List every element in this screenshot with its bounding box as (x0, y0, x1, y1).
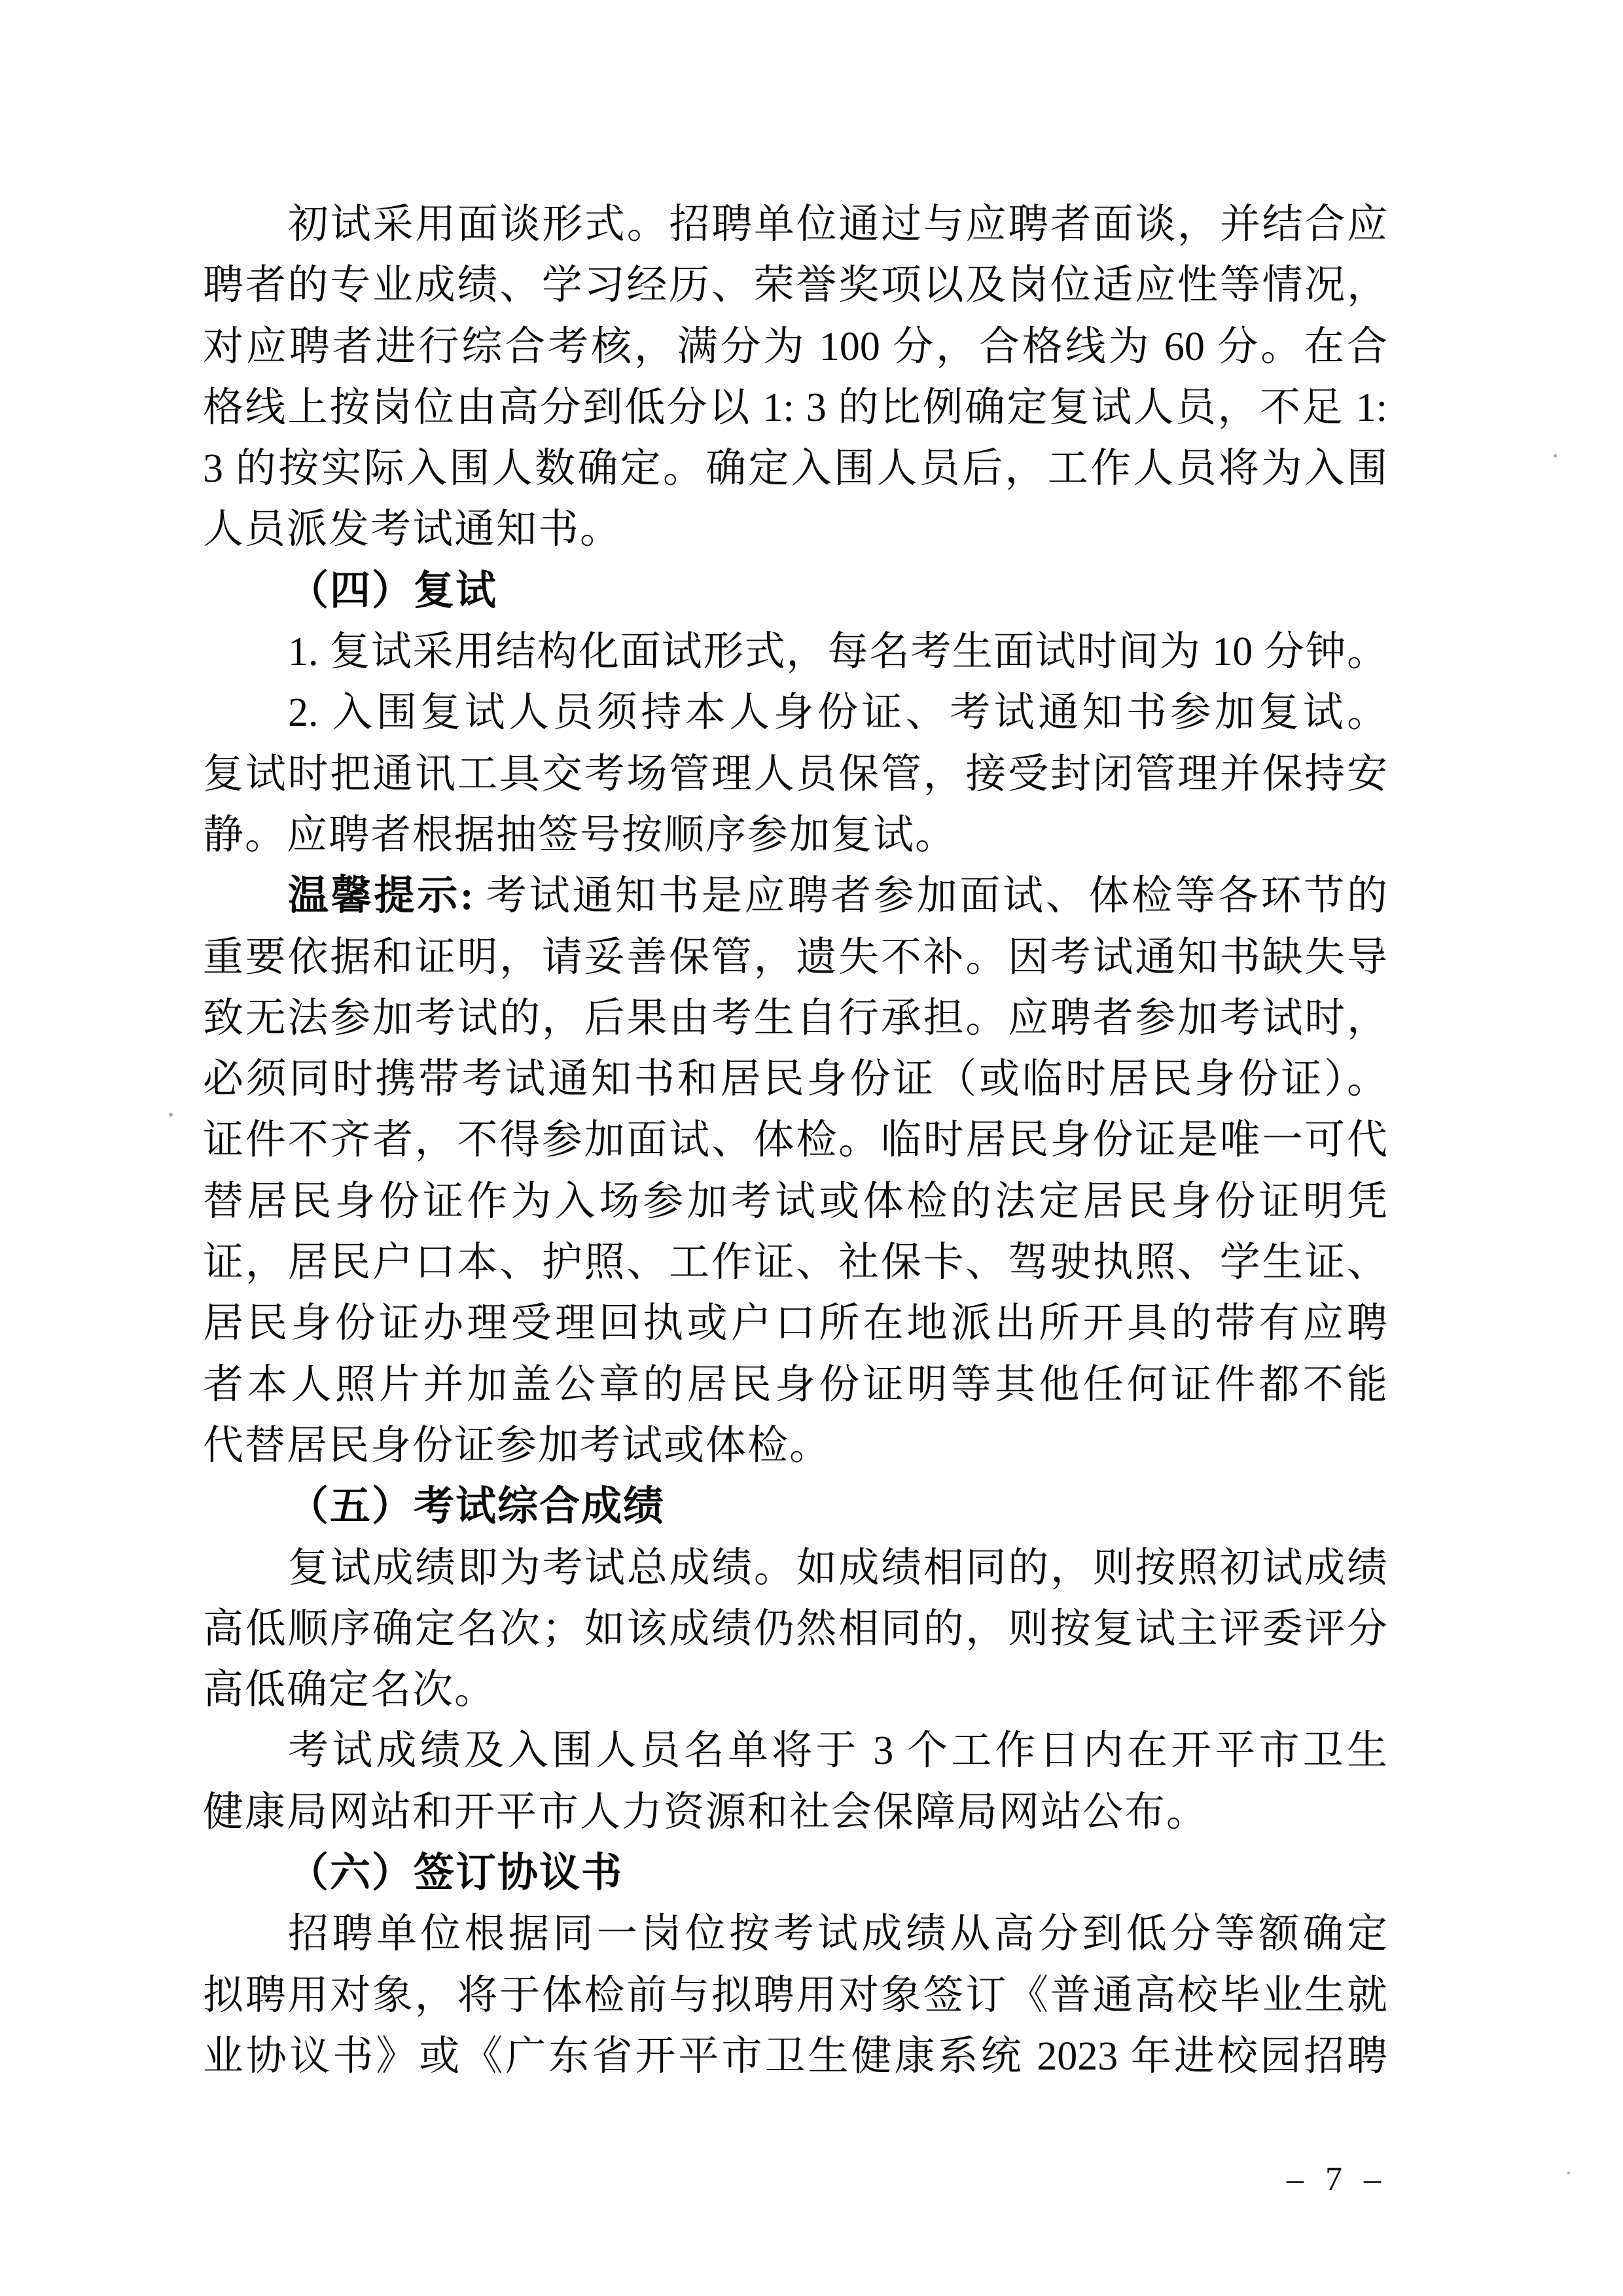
text-line (203, 1599, 1387, 1660)
text-line (203, 1416, 1387, 1477)
text-run: 证，居民户口本、护照、工作证、社保卡、驾驶执照、学生证、 (203, 1240, 1387, 1285)
text-line (203, 744, 1387, 805)
text-line (203, 1355, 1387, 1416)
text-line (203, 255, 1387, 316)
text-run: 替居民身份证作为入场参加考试或体检的法定居民身份证明凭 (203, 1179, 1387, 1224)
text-line (203, 927, 1387, 988)
page-number: – 7 – (1287, 2161, 1387, 2198)
scan-speck (169, 1113, 173, 1117)
text-line (203, 1782, 1387, 1843)
section-heading (203, 561, 1387, 622)
text-run: 初试采用面谈形式。招聘单位通过与应聘者面谈，并结合应 (288, 202, 1387, 247)
text-run: 重要依据和证明，请妥善保管，遗失不补。因考试通知书缺失导 (203, 935, 1387, 980)
text-run: 拟聘用对象，将于体检前与拟聘用对象签订《普通高校毕业生就 (203, 1973, 1387, 2018)
text-run: 聘者的专业成绩、学习经历、荣誉奖项以及岗位适应性等情况， (203, 263, 1387, 308)
text-line (203, 1660, 1387, 1721)
text-line (203, 317, 1387, 378)
text-line (203, 1172, 1387, 1232)
document-body (203, 194, 1387, 2087)
text-run: 考试通知书是应聘者参加面试、体检等各环节的 (473, 874, 1387, 919)
text-run: 静。应聘者根据抽签号按顺序参加复试。 (203, 812, 957, 857)
text-line (203, 1293, 1387, 1354)
text-line (203, 1904, 1387, 1965)
text-run: 2. 入围复试人员须持本人身份证、考试通知书参加复试。 (288, 691, 1387, 736)
text-run: 3 的按实际入围人数确定。确定入围人员后，工作人员将为入围 (203, 446, 1387, 492)
text-line (203, 194, 1387, 255)
scan-speck (1567, 2172, 1570, 2174)
text-line (203, 1538, 1387, 1599)
text-run: 复试成绩即为考试总成绩。如成绩相同的，则按照初试成绩 (288, 1545, 1387, 1590)
text-run: 对应聘者进行综合考核，满分为 100 分，合格线为 60 分。在合 (203, 324, 1387, 369)
text-line (203, 2026, 1387, 2087)
text-line (203, 683, 1387, 744)
text-line (203, 1721, 1387, 1782)
text-run: 致无法参加考试的，后果由考生自行承担。应聘者参加考试时， (203, 996, 1387, 1041)
section-heading (203, 1843, 1387, 1904)
text-line (203, 805, 1387, 866)
scan-speck (1554, 454, 1557, 457)
text-line (203, 1965, 1387, 2026)
text-run: （六）签订协议书 (288, 1851, 624, 1896)
text-run: 高低顺序确定名次；如该成绩仍然相同的，则按复试主评委评分 (203, 1606, 1387, 1651)
text-run: 必须同时携带考试通知书和居民身份证（或临时居民身份证）。 (203, 1057, 1387, 1102)
text-run: 代替居民身份证参加考试或体检。 (203, 1423, 832, 1468)
text-run: 高低确定名次。 (203, 1668, 497, 1713)
text-line (203, 1110, 1387, 1171)
text-run: 证件不齐者，不得参加面试、体检。临时居民身份证是唯一可代 (203, 1118, 1387, 1163)
text-run: 招聘单位根据同一岗位按考试成绩从高分到低分等额确定 (288, 1912, 1387, 1957)
text-run: 1. 复试采用结构化面试形式，每名考生面试时间为 10 分钟。 (288, 630, 1387, 675)
text-run: 复试时把通讯工具交考场管理人员保管，接受封闭管理并保持安 (203, 751, 1387, 797)
text-line (203, 378, 1387, 439)
section-heading (203, 1477, 1387, 1537)
text-line (203, 1232, 1387, 1293)
text-run: 人员派发考试通知书。 (203, 507, 622, 552)
inline-bold-label: 温馨提示: (288, 874, 474, 919)
text-line (203, 622, 1387, 683)
text-run: 考试成绩及入围人员名单将于 3 个工作日内在开平市卫生 (288, 1729, 1387, 1774)
text-line (203, 866, 1387, 927)
text-line (203, 1049, 1387, 1110)
text-run: （四）复试 (288, 568, 498, 613)
text-line (203, 988, 1387, 1049)
text-run: 格线上按岗位由高分到低分以 1: 3 的比例确定复试人员，不足 1: (203, 385, 1387, 430)
text-run: （五）考试综合成绩 (288, 1484, 666, 1530)
text-line (203, 499, 1387, 560)
text-run: 者本人照片并加盖公章的居民身份证明等其他任何证件都不能 (203, 1362, 1387, 1407)
text-run: 居民身份证办理受理回执或户口所在地派出所开具的带有应聘 (203, 1301, 1387, 1346)
text-run: 健康局网站和开平市人力资源和社会保障局网站公布。 (203, 1789, 1209, 1835)
text-run: 业协议书》或《广东省开平市卫生健康系统 2023 年进校园招聘 (203, 2034, 1387, 2079)
text-line (203, 439, 1387, 499)
